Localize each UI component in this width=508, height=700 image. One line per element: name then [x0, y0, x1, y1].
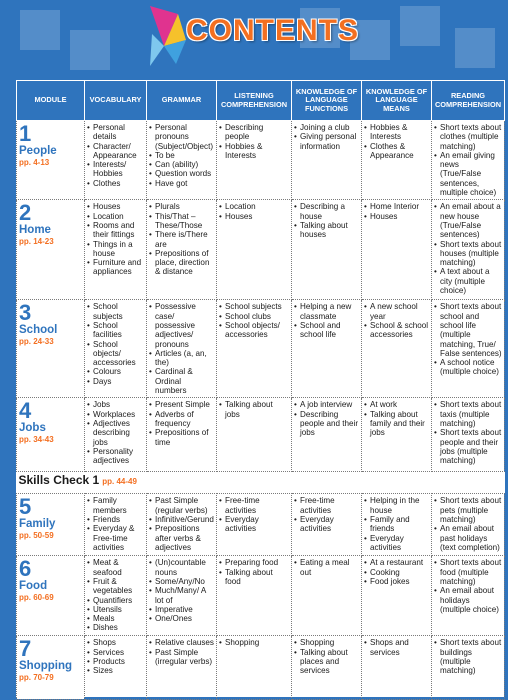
module-number: 3	[19, 300, 32, 326]
list-item: • Describing people	[225, 123, 289, 142]
list-item: • Shops	[93, 638, 144, 647]
module-pages[interactable]: pp. 50-59	[19, 531, 54, 541]
cell-list	[219, 202, 289, 221]
module-pages[interactable]: pp. 14-23	[19, 237, 54, 247]
table-row	[17, 556, 505, 636]
skills-check-pages: pp. 44-49	[102, 477, 137, 487]
functions-cell	[292, 398, 362, 472]
grammar-cell	[147, 300, 217, 398]
grammar-cell	[147, 556, 217, 636]
list-item: • School subjects	[225, 302, 289, 311]
list-item: • Shops and services	[370, 638, 429, 657]
table-row	[17, 300, 505, 398]
cell-list	[149, 302, 214, 395]
grammar-cell	[147, 636, 217, 700]
column-header: GRAMMAR	[147, 81, 217, 121]
cell-list	[364, 558, 429, 586]
module-name: Jobs	[19, 422, 46, 435]
list-item: • Giving personal information	[300, 132, 359, 151]
list-item: • Houses	[93, 202, 144, 211]
list-item: • Plurals	[155, 202, 214, 211]
cell-list	[434, 558, 502, 614]
list-item: • Colours	[93, 367, 144, 376]
module-cell	[17, 121, 85, 200]
list-item: • Short texts about houses (multiple matching)	[440, 240, 502, 268]
module-name: Shopping	[19, 660, 73, 673]
module-cell	[17, 300, 85, 398]
grammar-cell	[147, 200, 217, 300]
listening-cell	[217, 556, 292, 636]
list-item: • Meals	[93, 614, 144, 623]
cell-list	[364, 202, 429, 221]
cell-list	[87, 400, 144, 465]
list-item: • Describing people and their jobs	[300, 410, 359, 438]
cell-list	[219, 558, 289, 586]
list-item: • Cooking	[370, 568, 429, 577]
means-cell	[362, 556, 432, 636]
list-item: • School subjects	[93, 302, 144, 321]
listening-cell	[217, 121, 292, 200]
list-item: • Services	[93, 648, 144, 657]
reading-cell	[432, 556, 505, 636]
module-pages[interactable]: pp. 70-79	[19, 673, 54, 683]
listening-cell	[217, 300, 292, 398]
reading-cell	[432, 494, 505, 556]
table-row	[17, 636, 505, 700]
list-item: • An email giving news (True/False sentences, multiple choice)	[440, 151, 502, 197]
cell-list	[294, 638, 359, 675]
list-item: • One/Ones	[155, 614, 214, 623]
list-item: • Adverbs of frequency	[155, 410, 214, 429]
list-item: • Short texts about pets (multiple matching)	[440, 496, 502, 524]
list-item: • Cardinal & Ordinal numbers	[155, 367, 214, 395]
list-item: • Short texts about people and their jobs (multiple matching)	[440, 428, 502, 465]
module-pages[interactable]: pp. 4-13	[19, 158, 50, 167]
list-item: • Talking about places and services	[300, 648, 359, 676]
cell-list	[219, 123, 289, 160]
module-cell	[17, 200, 85, 300]
cell-list	[149, 496, 214, 552]
list-item: • Adjectives describing jobs	[93, 419, 144, 447]
reading-cell	[432, 121, 505, 200]
cell-list	[364, 638, 429, 657]
list-item: • An email about holidays (multiple choice)	[440, 586, 502, 614]
list-item: • Interests/ Hobbies	[93, 160, 144, 179]
list-item: • Shopping	[225, 638, 289, 647]
list-item: • Relative clauses	[155, 638, 214, 647]
list-item: • Days	[93, 377, 144, 386]
list-item: • School objects/ accessories	[93, 340, 144, 368]
list-item: • Talking about houses	[300, 221, 359, 240]
vocabulary-cell	[85, 636, 147, 700]
list-item: • Short texts about buildings (multiple matching)	[440, 638, 502, 675]
cell-list	[149, 558, 214, 623]
list-item: • Utensils	[93, 605, 144, 614]
list-item: • Helping a new classmate	[300, 302, 359, 321]
list-item: • Houses	[225, 212, 289, 221]
listening-cell	[217, 200, 292, 300]
list-item: • Free-time activities	[300, 496, 359, 515]
functions-cell	[292, 121, 362, 200]
cell-list	[434, 123, 502, 197]
list-item: • Everyday activities	[225, 515, 289, 534]
contents-panel	[16, 80, 504, 697]
module-cell	[17, 494, 85, 556]
list-item: • Past Simple (regular verbs)	[155, 496, 214, 515]
list-item: • There is/There are	[155, 230, 214, 249]
module-pages[interactable]: pp. 24-33	[19, 337, 54, 347]
list-item: • Prepositions of time	[155, 428, 214, 447]
means-cell	[362, 121, 432, 200]
cell-list	[364, 123, 429, 160]
list-item: • Can (ability)	[155, 160, 214, 169]
list-item: • School and school life	[300, 321, 359, 340]
cell-list	[434, 400, 502, 465]
list-item: • School objects/ accessories	[225, 321, 289, 340]
list-item: • Question words	[155, 169, 214, 178]
list-item: • School & school accessories	[370, 321, 429, 340]
list-item: • Eating a meal out	[300, 558, 359, 577]
list-item: • Talking about jobs	[225, 400, 289, 419]
cell-list	[294, 302, 359, 339]
list-item: • Products	[93, 657, 144, 666]
functions-cell	[292, 556, 362, 636]
module-name: Food	[19, 580, 48, 593]
skills-check-row	[17, 472, 505, 494]
cell-list	[219, 496, 289, 533]
list-item: • Short texts about taxis (multiple matching)	[440, 400, 502, 428]
grammar-cell	[147, 121, 217, 200]
list-item: • Quantifiers	[93, 596, 144, 605]
list-item: • Sizes	[93, 666, 144, 675]
list-item: • Everyday & Free-time activities	[93, 524, 144, 552]
list-item: • Workplaces	[93, 410, 144, 419]
cell-list	[149, 123, 214, 188]
list-item: • Hobbies & Interests	[225, 142, 289, 161]
functions-cell	[292, 200, 362, 300]
module-number: 7	[19, 636, 32, 662]
column-header: READING COMPREHENSION	[432, 81, 505, 121]
list-item: • Location	[225, 202, 289, 211]
means-cell	[362, 636, 432, 700]
column-header: VOCABULARY	[85, 81, 147, 121]
list-item: • Short texts about school and school life (multiple matching, True/ False sentences)	[440, 302, 502, 358]
list-item: • To be	[155, 151, 214, 160]
module-pages[interactable]: pp. 34-43	[19, 435, 54, 445]
functions-cell	[292, 300, 362, 398]
module-number: 2	[19, 200, 32, 226]
cell-list	[434, 638, 502, 675]
module-name: People	[19, 145, 57, 157]
module-number: 6	[19, 556, 32, 582]
cell-list	[219, 638, 289, 647]
cell-list	[434, 496, 502, 552]
list-item: • A text about a city (multiple choice)	[440, 267, 502, 295]
cell-list	[87, 638, 144, 675]
background-square	[455, 28, 495, 68]
table-row	[17, 494, 505, 556]
table-header-row	[17, 81, 505, 121]
list-item: • Short texts about clothes (multiple matching)	[440, 123, 502, 151]
vocabulary-cell	[85, 494, 147, 556]
list-item: • Personal details	[93, 123, 144, 142]
list-item: • Possessive case/ possessive adjectives/ pronouns	[155, 302, 214, 348]
cell-list	[149, 400, 214, 446]
vocabulary-cell	[85, 556, 147, 636]
cell-list	[294, 496, 359, 533]
background-square	[70, 30, 110, 70]
means-cell	[362, 300, 432, 398]
list-item: • Prepositions after verbs & adjectives	[155, 524, 214, 552]
table-row	[17, 398, 505, 472]
list-item: • Personality adjectives	[93, 447, 144, 466]
table-row	[17, 121, 505, 200]
module-name: School	[19, 324, 58, 337]
list-item: • Present Simple	[155, 400, 214, 409]
cell-list	[87, 496, 144, 552]
list-item: • Personal pronouns (Subject/Object)	[155, 123, 214, 151]
list-item: • Joining a club	[300, 123, 359, 132]
grammar-cell	[147, 398, 217, 472]
listening-cell	[217, 494, 292, 556]
skills-check-cell	[17, 472, 505, 494]
list-item: • Talking about food	[225, 568, 289, 587]
cell-list	[149, 202, 214, 276]
list-item: • Past Simple (irregular verbs)	[155, 648, 214, 667]
vocabulary-cell	[85, 398, 147, 472]
module-number: 1	[19, 121, 32, 146]
list-item: • Everyday activities	[370, 534, 429, 553]
cell-list	[149, 638, 214, 666]
list-item: • Meat & seafood	[93, 558, 144, 577]
list-item: • Talking about family and their jobs	[370, 410, 429, 438]
means-cell	[362, 494, 432, 556]
cell-list	[364, 496, 429, 552]
list-item: • (Un)countable nouns	[155, 558, 214, 577]
background-square	[20, 10, 60, 50]
list-item: • Hobbies & Interests	[370, 123, 429, 142]
cell-list	[294, 123, 359, 151]
module-number: 5	[19, 494, 32, 520]
module-number: 4	[19, 398, 32, 424]
list-item: • Family and friends	[370, 515, 429, 534]
list-item: • School facilities	[93, 321, 144, 340]
listening-cell	[217, 636, 292, 700]
list-item: • Friends	[93, 515, 144, 524]
cell-list	[294, 558, 359, 577]
module-cell	[17, 398, 85, 472]
column-header: KNOWLEDGE OF LANGUAGE MEANS	[362, 81, 432, 121]
list-item: • Infinitive/Gerund	[155, 515, 214, 524]
reading-cell	[432, 398, 505, 472]
skills-check-label: Skills Check 1	[18, 473, 100, 488]
module-name: Family	[19, 518, 56, 531]
list-item: • Food jokes	[370, 577, 429, 586]
cell-list	[87, 302, 144, 386]
cell-list	[434, 302, 502, 376]
list-item: • A new school year	[370, 302, 429, 321]
means-cell	[362, 200, 432, 300]
cell-list	[364, 400, 429, 437]
column-header: MODULE	[17, 81, 85, 121]
list-item: • Shopping	[300, 638, 359, 647]
module-pages[interactable]: pp. 60-69	[19, 593, 54, 603]
cell-list	[219, 302, 289, 339]
list-item: • Fruit & vegetables	[93, 577, 144, 596]
cell-list	[364, 302, 429, 339]
listening-cell	[217, 398, 292, 472]
module-name: Home	[19, 224, 51, 237]
list-item: • Location	[93, 212, 144, 221]
list-item: • A school notice (multiple choice)	[440, 358, 502, 377]
reading-cell	[432, 636, 505, 700]
list-item: • Free-time activities	[225, 496, 289, 515]
list-item: • Furniture and appliances	[93, 258, 144, 277]
list-item: • Preparing food	[225, 558, 289, 567]
functions-cell	[292, 636, 362, 700]
module-cell	[17, 636, 85, 700]
list-item: • Everyday activities	[300, 515, 359, 534]
cell-list	[87, 123, 144, 188]
cell-list	[294, 400, 359, 437]
list-item: • Helping in the house	[370, 496, 429, 515]
reading-cell	[432, 300, 505, 398]
column-header: LISTENING COMPREHENSION	[217, 81, 292, 121]
contents-table	[16, 80, 505, 700]
contents-logo	[146, 6, 190, 70]
cell-list	[434, 202, 502, 295]
module-cell	[17, 556, 85, 636]
list-item: • An email about past holidays (text completion)	[440, 524, 502, 552]
list-item: • At a restaurant	[370, 558, 429, 567]
list-item: • Things in a house	[93, 240, 144, 259]
list-item: • Much/Many/ A lot of	[155, 586, 214, 605]
vocabulary-cell	[85, 121, 147, 200]
list-item: • Rooms and their fittings	[93, 221, 144, 240]
list-item: • Jobs	[93, 400, 144, 409]
list-item: • At work	[370, 400, 429, 409]
list-item: • Family members	[93, 496, 144, 515]
table-row	[17, 200, 505, 300]
list-item: • A job interview	[300, 400, 359, 409]
list-item: • Prepositions of place, direction & distance	[155, 249, 214, 277]
list-item: • Houses	[370, 212, 429, 221]
list-item: • Clothes & Appearance	[370, 142, 429, 161]
list-item: • Clothes	[93, 179, 144, 188]
cell-list	[87, 558, 144, 632]
column-header: KNOWLEDGE OF LANGUAGE FUNCTIONS	[292, 81, 362, 121]
list-item: • Short texts about food (multiple matching)	[440, 558, 502, 586]
vocabulary-cell	[85, 200, 147, 300]
functions-cell	[292, 494, 362, 556]
page-title: CONTENTS	[186, 14, 359, 47]
grammar-cell	[147, 494, 217, 556]
list-item: • An email about a new house (True/False sentences)	[440, 202, 502, 239]
cell-list	[87, 202, 144, 276]
list-item: • Dishes	[93, 623, 144, 632]
list-item: • This/That – These/Those	[155, 212, 214, 231]
list-item: • School clubs	[225, 312, 289, 321]
list-item: • Some/Any/No	[155, 577, 214, 586]
list-item: • Have got	[155, 179, 214, 188]
means-cell	[362, 398, 432, 472]
list-item: • Home Interior	[370, 202, 429, 211]
background-square	[400, 6, 440, 46]
cell-list	[294, 202, 359, 239]
reading-cell	[432, 200, 505, 300]
list-item: • Character/ Appearance	[93, 142, 144, 161]
list-item: • Imperative	[155, 605, 214, 614]
list-item: • Describing a house	[300, 202, 359, 221]
list-item: • Articles (a, an, the)	[155, 349, 214, 368]
vocabulary-cell	[85, 300, 147, 398]
cell-list	[219, 400, 289, 419]
